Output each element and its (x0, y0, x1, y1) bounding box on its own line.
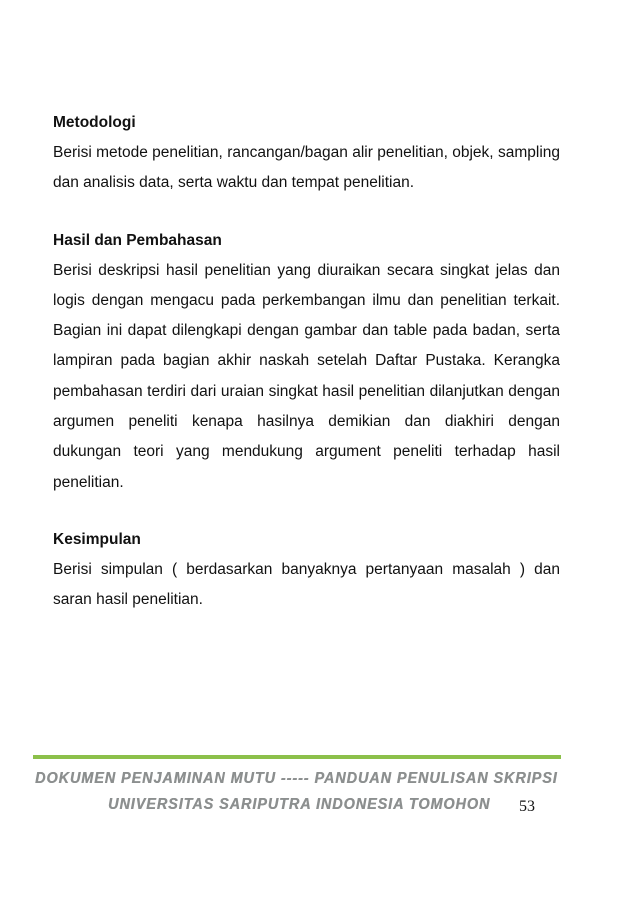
section-hasil-dan-pembahasan (53, 226, 560, 498)
section-metodologi (53, 108, 560, 199)
page-content (53, 108, 560, 643)
section-body: Berisi metode penelitian, rancangan/bagan alir penelitian, objek, sampling dan analisis data, serta waktu dan tempat penelitian. (53, 144, 560, 192)
section-heading: Kesimpulan (53, 530, 141, 548)
section-body: Berisi deskripsi hasil penelitian yang diuraikan secara singkat jelas dan logis dengan mengacu pada perkembangan ilmu dan penelitian terkait. Bagian ini dapat dilengkapi dengan gambar dan table pada badan, serta lampiran pada bagian akhir naskah setelah Daftar Pustaka. Kerangka pembahasan terdiri dari uraian singkat hasil penelitian dilanjutkan dengan argumen peneliti kenapa hasilnya demikian dan diakhiri dengan dukungan teori yang mendukung argument peneliti terhadap hasil penelitian. (53, 261, 560, 491)
section-heading: Metodologi (53, 114, 136, 131)
footer-divider (33, 755, 561, 759)
footer-document-title: DOKUMEN PENJAMINAN MUTU ----- PANDUAN PENULISAN SKRIPSI (35, 770, 558, 787)
section-heading: Hasil dan Pembahasan (53, 231, 222, 249)
section-kesimpulan (53, 525, 560, 616)
section-body: Berisi simpulan ( berdasarkan banyaknya pertanyaan masalah ) dan saran hasil penelitian. (53, 560, 560, 609)
footer-university-name: UNIVERSITAS SARIPUTRA INDONESIA TOMOHON (108, 796, 491, 813)
page-number: 53 (519, 798, 535, 815)
